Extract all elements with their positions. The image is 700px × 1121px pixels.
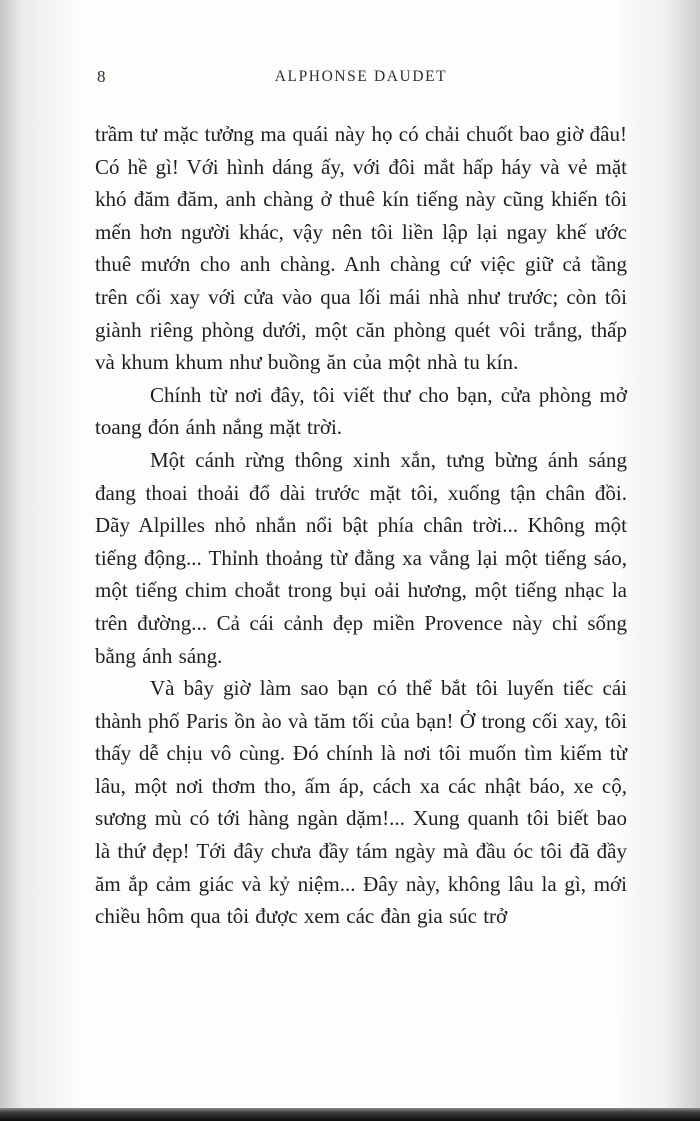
page-number: 8 bbox=[97, 67, 106, 86]
running-header-author: ALPHONSE DAUDET bbox=[274, 68, 448, 85]
page-bottom-shadow bbox=[0, 1108, 700, 1121]
body-paragraph: Và bây giờ làm sao bạn có thể bắt tôi luyến tiếc cái thành phố Paris ồn ào và tăm tối của bạn! Ở trong cối xay, tôi thấy dễ chịu vô cùng. Đó chính là nơi tôi muốn tìm kiếm từ lâu, một nơi thơm tho, ấm áp, cách xa các nhật báo, xe cộ, sương mù có tới hàng ngàn dặm!... Xung quanh tôi biết bao là thứ đẹp! Tới đây chưa đầy tám ngày mà đầu óc tôi đã đầy ăm ắp cảm giác và kỷ niệm... Đây này, không lâu la gì, mới chiều hôm qua tôi được xem các đàn gia súc trở bbox=[95, 676, 627, 929]
body-paragraph: Một cánh rừng thông xinh xắn, tưng bừng ánh sáng đang thoai thoải đổ dài trước mặt tôi, xuống tận chân đồi. Dãy Alpilles nhỏ nhắn nổi bật phía chân trời... Không một tiếng động... Thỉnh thoảng từ đằng xa vẳng lại một tiếng sáo, một tiếng chim choắt trong bụi oải hương, một tiếng nhạc la trên đường... Cả cái cảnh đẹp miền Provence này chỉ sống bằng ánh sáng. bbox=[95, 447, 627, 668]
body-paragraph: Chính từ nơi đây, tôi viết thư cho bạn, cửa phòng mở toang đón ánh nắng mặt trời. bbox=[95, 382, 627, 440]
page-body-text bbox=[95, 118, 627, 933]
body-paragraph: trầm tư mặc tưởng ma quái này họ có chải chuốt bao giờ đâu! Có hề gì! Với hình dáng ấy, với đôi mắt hấp háy và vẻ mặt khó đăm đăm, anh chàng ở thuê kín tiếng này cũng khiến tôi mến hơn người khác, vậy nên tôi liền lập lại ngay khế ước thuê mướn cho anh chàng. Anh chàng cứ việc giữ cả tầng trên cối xay với cửa vào qua lối mái nhà như trước; còn tôi giành riêng phòng dưới, một căn phòng quét vôi trắng, thấp và khum khum như buồng ăn của một nhà tu kín. bbox=[95, 122, 627, 375]
page-header bbox=[95, 66, 627, 92]
